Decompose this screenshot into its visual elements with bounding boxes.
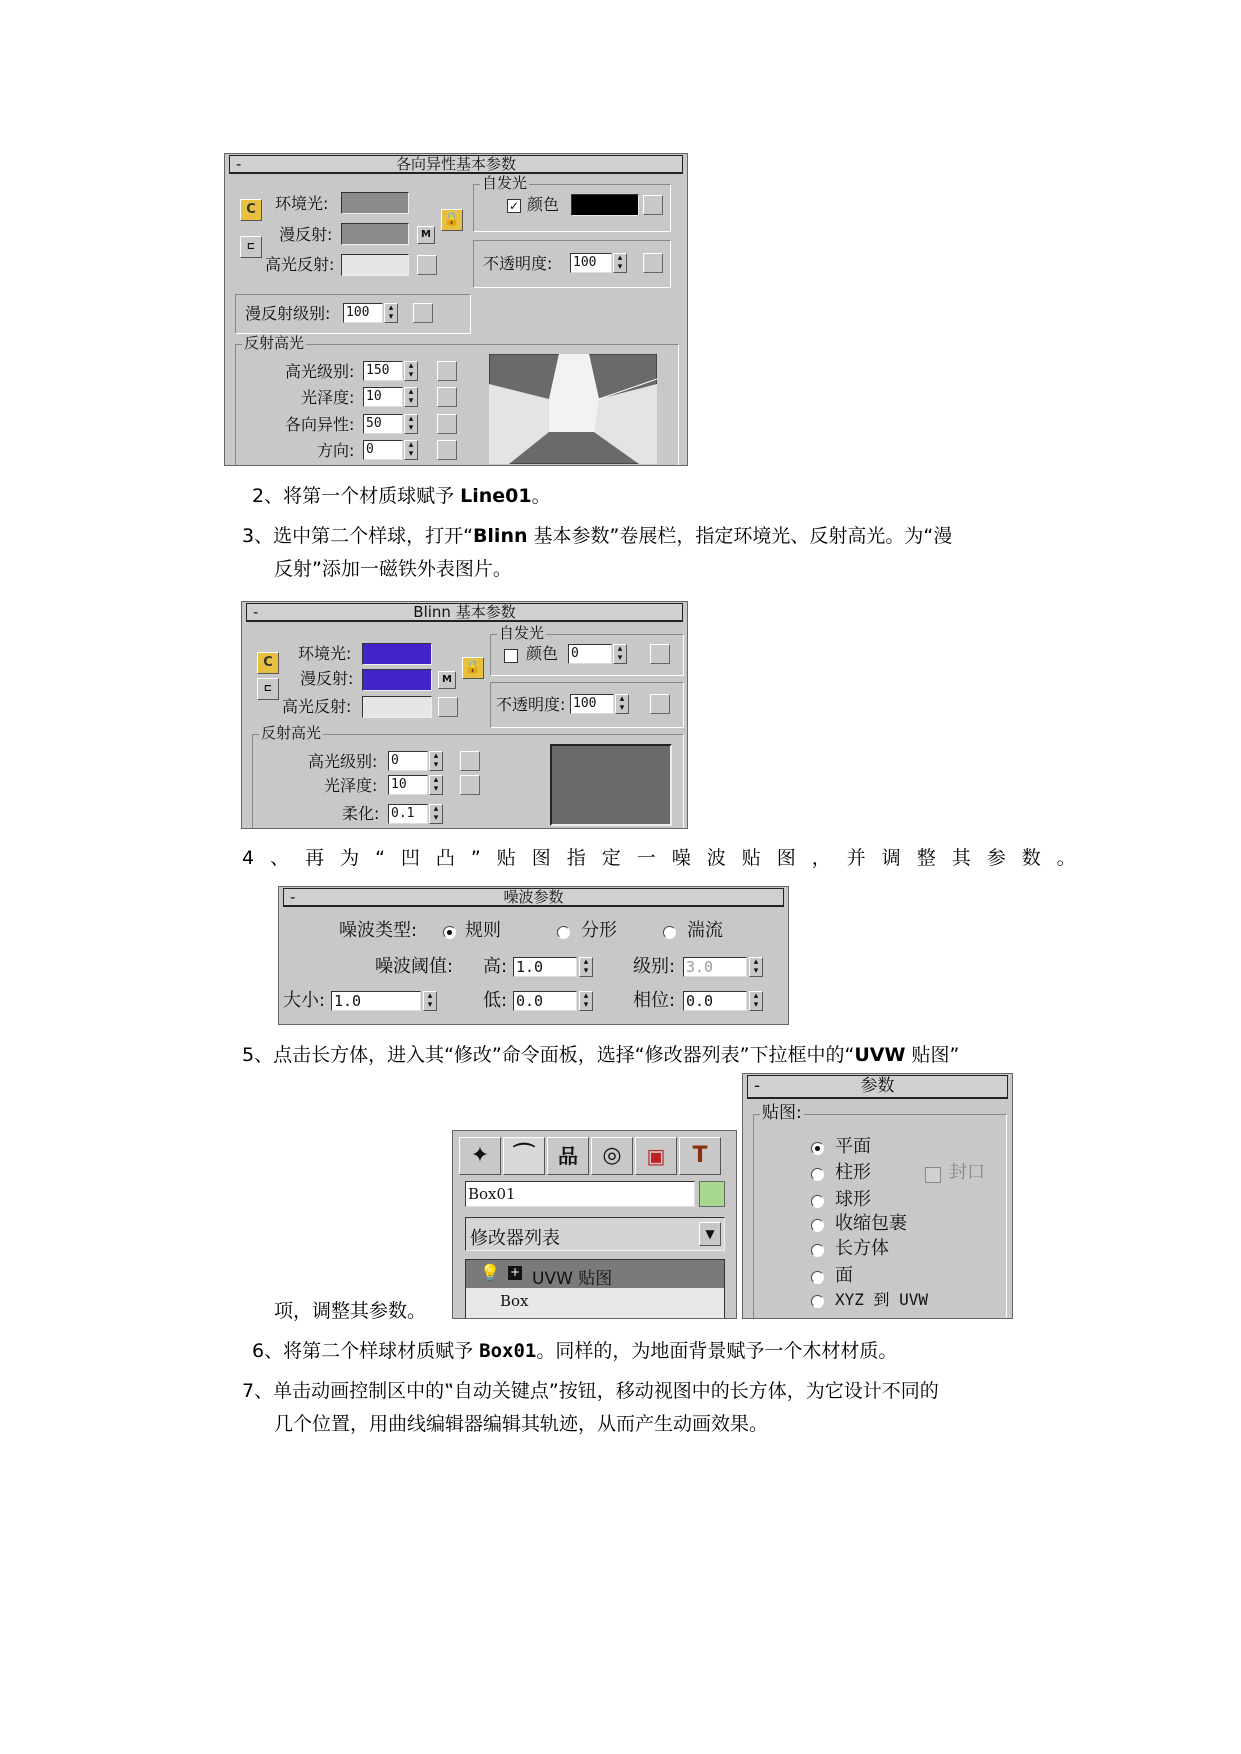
high-label: 高:: [483, 956, 508, 977]
self-illum-color-swatch[interactable]: [571, 194, 639, 216]
low-label: 低:: [483, 990, 508, 1011]
face-radio[interactable]: [811, 1271, 824, 1284]
step-5-part-c: 贴图”: [905, 1044, 960, 1066]
diffuse-level-spinner[interactable]: 100: [343, 303, 383, 323]
box-label: 长方体: [835, 1238, 889, 1259]
diffuse-level-arrows[interactable]: ▴ ▾: [384, 303, 398, 323]
collapse-toggle[interactable]: -: [253, 603, 259, 621]
step-6-object: Box01: [479, 1340, 537, 1362]
size-spinner-arrows[interactable]: ▴ ▾: [423, 991, 437, 1011]
noise-type-regular-label: 规则: [465, 920, 501, 941]
levels-spinner[interactable]: 3.0: [683, 957, 747, 977]
diffuse-color-swatch[interactable]: [341, 223, 409, 245]
self-illumination-title: 自发光: [499, 624, 545, 642]
planar-label: 平面: [835, 1136, 871, 1157]
high-spinner-arrows[interactable]: ▴ ▾: [579, 957, 593, 977]
levels-label: 级别:: [633, 956, 676, 977]
ambient-color-swatch[interactable]: [341, 192, 409, 214]
collapse-toggle[interactable]: -: [236, 155, 242, 173]
diffuse-map-button[interactable]: M: [417, 226, 435, 244]
rollout-header[interactable]: [283, 888, 784, 907]
cap-label: 封口: [949, 1162, 985, 1183]
specular-map-button[interactable]: [417, 255, 437, 275]
self-illum-color-checkbox[interactable]: ✓: [508, 199, 520, 213]
soften-spinner[interactable]: 0.1: [388, 804, 428, 824]
object-color-swatch[interactable]: [699, 1181, 725, 1207]
lock-icon[interactable]: 🔒: [441, 209, 463, 231]
step-3-blinn: Blinn: [472, 525, 528, 547]
noise-params-panel: [278, 886, 789, 1025]
opacity-spinner[interactable]: 100: [570, 694, 614, 714]
diffuse-label: 漫反射:: [300, 669, 354, 688]
opacity-spinner-arrows[interactable]: ▴ ▾: [615, 694, 629, 714]
glossiness-arrows[interactable]: ▴ ▾: [429, 775, 443, 795]
spec-level-label: 高光级别:: [285, 362, 355, 381]
soften-arrows[interactable]: ▴ ▾: [429, 804, 443, 824]
lock-ambient-icon[interactable]: C: [257, 652, 279, 674]
specular-color-swatch[interactable]: [362, 696, 432, 718]
step-5-line-2: 项，调整其参数。: [274, 1300, 427, 1322]
ambient-color-swatch[interactable]: [362, 643, 432, 665]
step-2-suffix: 。: [531, 485, 551, 507]
spec-level-spinner[interactable]: 150: [363, 361, 403, 381]
collapse-toggle[interactable]: -: [290, 888, 296, 906]
opacity-map-button[interactable]: [643, 253, 663, 273]
cylindrical-label: 柱形: [835, 1162, 871, 1183]
glossiness-label: 光泽度:: [324, 776, 378, 795]
modify-tab-icon[interactable]: ⌒: [503, 1137, 545, 1175]
face-label: 面: [835, 1265, 853, 1286]
hierarchy-tab-icon[interactable]: 品: [547, 1137, 589, 1175]
noise-threshold-label: 噪波阈值:: [375, 956, 454, 977]
rollout-title: 噪波参数: [503, 888, 564, 906]
anisotropy-label: 各向异性:: [285, 415, 355, 434]
stack-item-box-label: Box: [500, 1292, 529, 1310]
rollout-title: 各向异性基本参数: [395, 155, 516, 173]
spec-level-map-button[interactable]: [460, 751, 480, 771]
specular-label: 高光反射:: [282, 697, 352, 716]
lock-specular-icon[interactable]: ⊏: [257, 678, 279, 700]
noise-type-fractal-radio[interactable]: [557, 926, 570, 939]
glossiness-spinner[interactable]: 10: [363, 387, 403, 407]
chevron-down-icon[interactable]: ▼: [699, 1222, 721, 1246]
uvw-params-panel: [742, 1073, 1013, 1319]
orientation-spinner[interactable]: 0: [363, 440, 403, 460]
modifier-stack: [465, 1259, 725, 1319]
spec-level-spinner[interactable]: 0: [388, 751, 428, 771]
glossiness-map-button[interactable]: [437, 387, 457, 407]
command-tabs: [459, 1137, 731, 1177]
shrink-wrap-label: 收缩包裹: [835, 1213, 907, 1234]
step-5-uvw: UVW: [854, 1044, 906, 1066]
spherical-radio[interactable]: [811, 1195, 824, 1208]
phase-spinner-arrows[interactable]: ▴ ▾: [749, 991, 763, 1011]
anisotropy-map-button[interactable]: [437, 414, 457, 434]
highlight-graph: [550, 744, 672, 826]
opacity-label: 不透明度:: [496, 695, 566, 714]
spec-level-label: 高光级别:: [308, 752, 378, 771]
step-4-tail: 并调整其参数。: [846, 847, 1092, 869]
anisotropy-spinner[interactable]: 50: [363, 414, 403, 434]
noise-type-regular-radio[interactable]: [443, 926, 456, 939]
diffuse-level-label: 漫反射级别:: [245, 304, 331, 323]
high-spinner[interactable]: 1.0: [513, 957, 577, 977]
noise-type-fractal-label: 分形: [581, 920, 617, 941]
rollout-title: 参数: [860, 1076, 895, 1096]
cylindrical-radio[interactable]: [811, 1168, 824, 1181]
step-4-main: 4、再为“凹凸”贴图指定一噪波贴图，: [242, 847, 847, 869]
size-spinner[interactable]: 1.0: [331, 991, 421, 1011]
self-illum-color-label: 颜色: [527, 195, 560, 214]
noise-type-turbulence-label: 湍流: [687, 920, 723, 941]
step-2-text: [252, 482, 551, 511]
cap-checkbox[interactable]: [925, 1167, 941, 1183]
highlight-graph: [489, 354, 657, 464]
step-5-part-a: 5、点击长方体，进入其“修改”命令面板，选择“修改器列表”下拉框中的“: [242, 1044, 855, 1066]
phase-label: 相位:: [633, 990, 676, 1011]
step-3-part-c: 基本参数”卷展栏，指定环境光、反射高光。为“漫: [527, 525, 953, 547]
rollout-header[interactable]: [246, 603, 683, 622]
display-tab-icon[interactable]: ▣: [635, 1137, 677, 1175]
step-5-line-1: [242, 1041, 959, 1070]
mapping-group-title: 贴图:: [762, 1103, 802, 1123]
anisotropy-arrows[interactable]: ▴ ▾: [404, 414, 418, 434]
step-7-line-1: 7、单击动画控制区中的‟自动关键点”按钮，移动视图中的长方体，为它设计不同的: [242, 1380, 939, 1402]
modifier-list-dropdown[interactable]: [465, 1217, 725, 1251]
step-6-text: [252, 1337, 897, 1366]
spec-level-arrows[interactable]: ▴ ▾: [429, 751, 443, 771]
specular-highlights-title: 反射高光: [244, 334, 305, 352]
opacity-label: 不透明度:: [483, 254, 553, 273]
ambient-label: 环境光:: [298, 644, 352, 663]
diffuse-map-button[interactable]: M: [438, 671, 456, 689]
ambient-label: 环境光:: [275, 194, 329, 213]
self-illum-color-arrows[interactable]: ▴ ▾: [613, 644, 627, 664]
step-6-suffix: 。同样的，为地面背景赋予一个木材材质。: [536, 1340, 898, 1362]
stack-item-uvw-map[interactable]: [466, 1260, 724, 1288]
lock-specular-icon[interactable]: ⊏: [240, 236, 262, 258]
opacity-spinner[interactable]: 100: [570, 253, 612, 273]
diffuse-label: 漫反射:: [279, 225, 333, 244]
self-illum-map-button[interactable]: [650, 644, 670, 664]
orientation-arrows[interactable]: ▴ ▾: [404, 440, 418, 460]
self-illum-color-spinner[interactable]: 0: [568, 644, 612, 664]
soften-label: 柔化:: [342, 804, 380, 823]
lock-icon[interactable]: 🔒: [462, 657, 484, 679]
spec-level-map-button[interactable]: [437, 361, 457, 381]
step-3-line-1: [242, 522, 952, 551]
expand-icon[interactable]: +: [509, 1265, 521, 1279]
size-label: 大小:: [283, 990, 326, 1011]
opacity-map-button[interactable]: [650, 694, 670, 714]
step-2-prefix: 2、将第一个材质球赋予: [252, 485, 461, 507]
glossiness-arrows[interactable]: ▴ ▾: [404, 387, 418, 407]
diffuse-color-swatch[interactable]: [362, 669, 432, 691]
planar-radio[interactable]: [811, 1142, 824, 1155]
step-3-line-2: 反射”添加一磁铁外表图片。: [274, 558, 512, 580]
levels-spinner-arrows[interactable]: ▴ ▾: [749, 957, 763, 977]
step-2-object: Line01: [460, 485, 532, 507]
step-3-part-a: 3、选中第二个样球，打开“: [242, 525, 473, 547]
orientation-label: 方向:: [317, 441, 355, 460]
object-name-field[interactable]: Box01: [465, 1181, 695, 1207]
xyz-to-uvw-radio[interactable]: [811, 1295, 824, 1308]
diffuse-level-map-button[interactable]: [413, 303, 433, 323]
lightbulb-icon[interactable]: 💡: [480, 1263, 500, 1282]
specular-label: 高光反射:: [265, 255, 335, 274]
low-spinner[interactable]: 0.0: [513, 991, 577, 1011]
xyz-to-uvw-label: XYZ 到 UVW: [835, 1290, 929, 1309]
specular-map-button[interactable]: [438, 697, 458, 717]
glossiness-label: 光泽度:: [301, 388, 355, 407]
blinn-params-panel: [241, 601, 688, 829]
self-illum-map-button[interactable]: [643, 195, 663, 215]
lock-ambient-icon[interactable]: C: [240, 199, 262, 221]
stack-item-uvw-label: UVW 贴图: [532, 1269, 613, 1289]
anisotropic-params-panel: [224, 153, 688, 466]
glossiness-map-button[interactable]: [460, 775, 480, 795]
low-spinner-arrows[interactable]: ▴ ▾: [579, 991, 593, 1011]
noise-type-turbulence-radio[interactable]: [663, 926, 676, 939]
collapse-toggle[interactable]: -: [754, 1076, 761, 1096]
phase-spinner[interactable]: 0.0: [683, 991, 747, 1011]
specular-highlights-title: 反射高光: [261, 724, 322, 742]
shrink-wrap-radio[interactable]: [811, 1219, 824, 1232]
spherical-label: 球形: [835, 1189, 871, 1210]
create-tab-icon[interactable]: ✦: [459, 1137, 501, 1175]
spec-level-arrows[interactable]: ▴ ▾: [404, 361, 418, 381]
step-6-prefix: 6、将第二个样球材质赋予: [252, 1340, 480, 1362]
modify-command-panel: [452, 1130, 737, 1319]
stack-item-box[interactable]: [466, 1288, 724, 1316]
modifier-list-label: 修改器列表: [470, 1228, 560, 1249]
opacity-spinner-arrows[interactable]: ▴ ▾: [613, 253, 627, 273]
utilities-tab-icon[interactable]: T: [679, 1137, 721, 1175]
rollout-title: Blinn 基本参数: [413, 603, 516, 621]
rollout-header[interactable]: [229, 155, 683, 174]
self-illum-color-label: 颜色: [526, 644, 559, 663]
noise-type-label: 噪波类型:: [339, 920, 418, 941]
step-4-text: [242, 844, 1092, 873]
rollout-header[interactable]: [747, 1075, 1008, 1099]
motion-tab-icon[interactable]: ◎: [591, 1137, 633, 1175]
glossiness-spinner[interactable]: 10: [388, 775, 428, 795]
step-7-line-2: 几个位置，用曲线编辑器编辑其轨迹，从而产生动画效果。: [274, 1413, 769, 1435]
box-radio[interactable]: [811, 1244, 824, 1257]
orientation-map-button[interactable]: [437, 440, 457, 460]
self-illumination-title: 自发光: [482, 174, 528, 192]
self-illum-color-checkbox[interactable]: [504, 649, 518, 663]
specular-color-swatch[interactable]: [341, 254, 409, 276]
